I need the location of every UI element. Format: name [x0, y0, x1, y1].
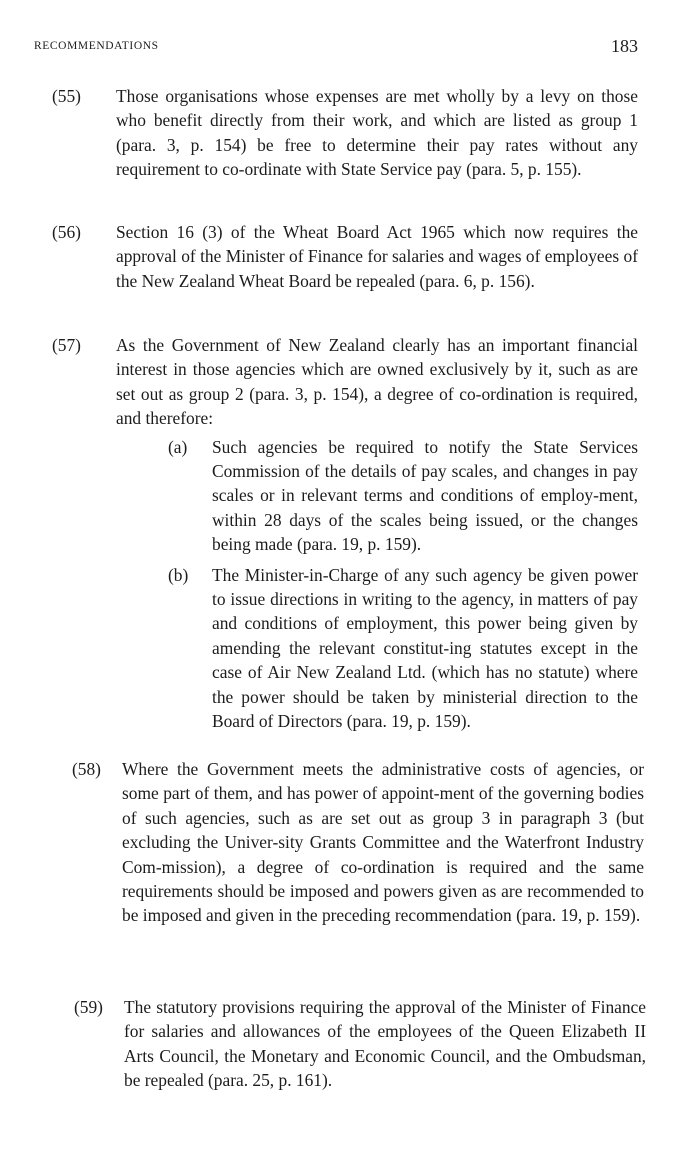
recommendation-text: Those organisations whose expenses are met wholly by a levy on those who benefit directly from their work, and which are listed as group 1 (para. 3, p. 154) be free to determine their pay rates without any requirement to co-ordinate with State Service pay (para. 5, p. 155). — [116, 86, 638, 180]
recommendation-number: (58) — [72, 759, 101, 779]
recommendation-58 — [72, 757, 644, 928]
recommendation-57 — [52, 333, 638, 734]
recommendation-55 — [52, 84, 638, 182]
subitem-label: (a) — [168, 436, 188, 457]
running-title: RECOMMENDATIONS — [34, 40, 159, 52]
page-number: 183 — [611, 36, 638, 56]
running-head — [34, 36, 638, 60]
subitem-a — [52, 435, 638, 557]
recommendation-56 — [52, 220, 638, 293]
recommendation-text: Section 16 (3) of the Wheat Board Act 1965 which now requires the approval of the Minister of Finance for salaries and wages of employees of the New Zealand Wheat Board be repealed (para. 6, p. 156). — [116, 222, 638, 291]
subitem-text: Such agencies be required to notify the State Services Commission of the details of pay scales, and changes in pay scales or in relevant terms and conditions of employ-ment, within 28 days of the scales being issued, or the changes being made (para. 19, p. 159). — [212, 436, 638, 555]
recommendation-number: (57) — [52, 335, 81, 355]
recommendation-number: (59) — [74, 997, 103, 1017]
recommendation-text: Where the Government meets the administrative costs of agencies, or some part of them, and has power of appoint-ment of the governing bodies of such agencies, such as are set out as group 3 in paragraph 3 (but excluding the Univer-sity Grants Committee and the Waterfront Industry Com-mission), a degree of co-ordination is required and the same requirements should be imposed and powers given as are recommended to be imposed and given in the preceding recommendation (para. 19, p. 159). — [122, 759, 644, 926]
recommendation-number: (56) — [52, 222, 81, 242]
recommendation-text: The statutory provisions requiring the approval of the Minister of Finance for salaries and allowances of the employees of the Queen Elizabeth II Arts Council, the Monetary and Economic Council, and the Ombudsman, be repealed (para. 25, p. 161). — [124, 997, 646, 1091]
subitem-text: The Minister-in-Charge of any such agency be given power to issue directions in writing to the agency, in matters of pay and conditions of employment, this power being given by amending the relevant constitut-ing statutes except in the case of Air New Zealand Ltd. (which has no statute) where the power should be taken by ministerial direction to the Board of Directors (para. 19, p. 159). — [212, 564, 638, 732]
subitem-label: (b) — [168, 564, 189, 585]
recommendation-59 — [74, 995, 646, 1093]
recommendation-number: (55) — [52, 86, 81, 106]
recommendation-text: As the Government of New Zealand clearly has an important financial interest in those agencies which are owned exclusively by it, such as are set out as group 2 (para. 3, p. 154), a degree of co-ordination is required, and therefore: — [116, 335, 638, 429]
subitem-b — [52, 563, 638, 734]
